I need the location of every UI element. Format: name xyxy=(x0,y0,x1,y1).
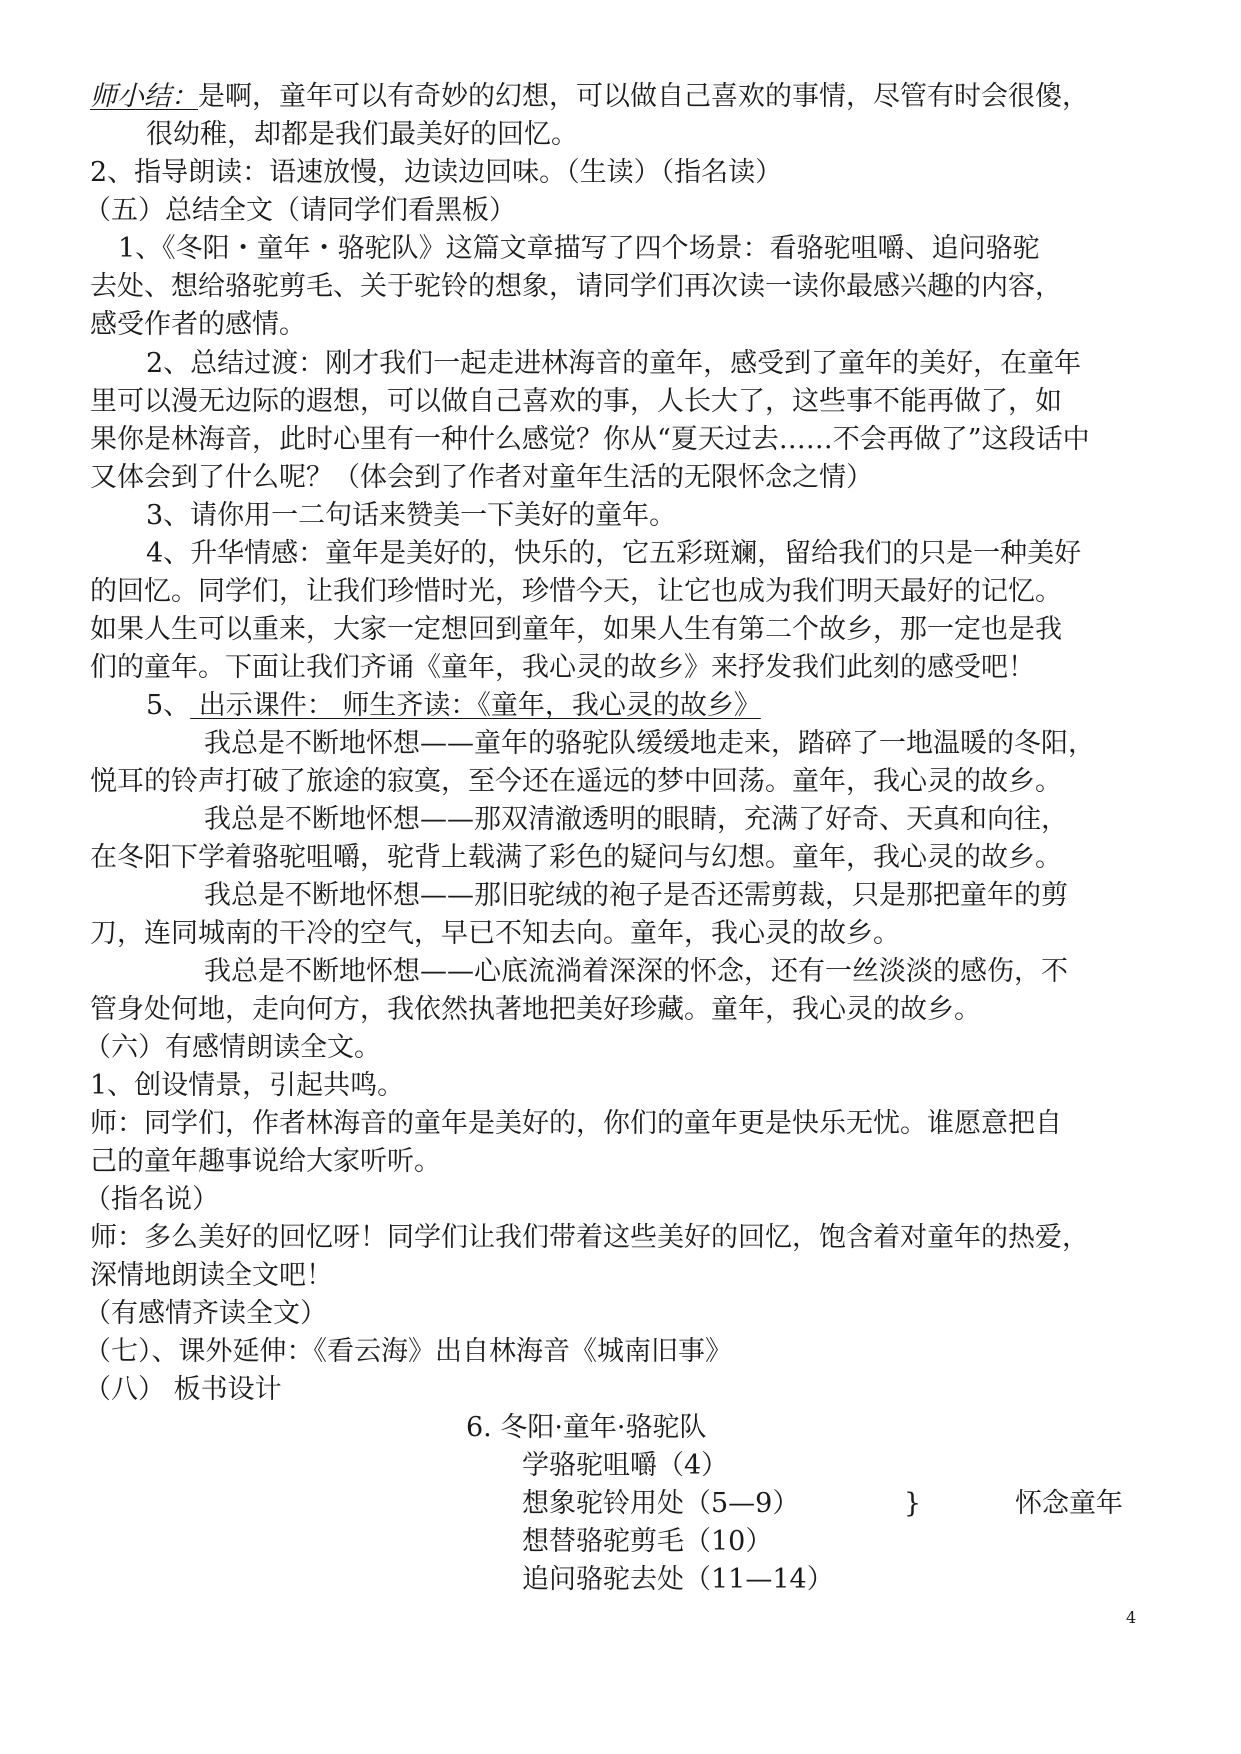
paragraph-line: 4、升华情感：童年是美好的，快乐的，它五彩斑斓，留给我们的只是一种美好 xyxy=(146,538,1082,569)
board-title: 6. 冬阳·童年·骆驼队 xyxy=(466,1412,707,1443)
paragraph-line: 们的童年。下面让我们齐诵《童年，我心灵的故乡》来抒发我们此刻的感受吧！ xyxy=(90,652,1035,683)
paragraph-line: 2、总结过渡：刚才我们一起走进林海音的童年，感受到了童年的美好，在童年 xyxy=(146,348,1082,379)
paragraph-line: 深情地朗读全文吧！ xyxy=(90,1260,333,1291)
paragraph-line: 师：同学们，作者林海音的童年是美好的，你们的童年更是快乐无忧。谁愿意把自 xyxy=(90,1108,1062,1139)
section-7-heading: （七）、课外延伸：《看云海》出自林海音《城南旧事》 xyxy=(84,1336,732,1367)
paragraph-line: 感受作者的感情。 xyxy=(90,309,306,340)
page-number: 4 xyxy=(1126,1608,1137,1627)
board-item: 想替骆驼剪毛（10） xyxy=(522,1526,773,1557)
poem-line: 在冬阳下学着骆驼咀嚼，驼背上载满了彩色的疑问与幻想。童年，我心灵的故乡。 xyxy=(90,842,1062,873)
paragraph-line: 1、创设情景，引起共鸣。 xyxy=(90,1070,405,1101)
paragraph-line: 1、《冬阳・童年・骆驼队》这篇文章描写了四个场景：看骆驼咀嚼、追问骆驼 xyxy=(118,233,1040,264)
courseware-line: 5、 出示课件： 师生齐读：《童年，我心灵的故乡》 xyxy=(146,690,761,721)
board-item: 追问骆驼去处（11—14） xyxy=(522,1564,834,1595)
poem-line: 我总是不断地怀想——童年的骆驼队缓缓地走来，踏碎了一地温暖的冬阳， xyxy=(204,728,1095,759)
paragraph-line: （有感情齐读全文） xyxy=(84,1298,327,1329)
section-6-heading: （六）有感情朗读全文。 xyxy=(84,1032,381,1063)
paragraph-line: 师：多么美好的回忆呀！同学们让我们带着这些美好的回忆，饱含着对童年的热爱， xyxy=(90,1222,1089,1253)
summary-line-1: 师小结：是啊，童年可以有奇妙的幻想，可以做自己喜欢的事情，尽管有时会很傻， xyxy=(90,81,1089,112)
paragraph-line: 又体会到了什么呢？（体会到了作者对童年生活的无限怀念之情） xyxy=(90,462,873,493)
board-theme: 怀念童年 xyxy=(1015,1488,1123,1519)
teacher-summary-label: 师小结： xyxy=(90,81,198,112)
paragraph-line: 去处、想给骆驼剪毛、关于驼铃的想象，请同学们再次读一读你最感兴趣的内容， xyxy=(90,271,1062,302)
poem-line: 我总是不断地怀想——心底流淌着深深的怀念，还有一丝淡淡的感伤，不 xyxy=(204,956,1068,987)
poem-line: 我总是不断地怀想——那双清澈透明的眼睛，充满了好奇、天真和向往， xyxy=(204,804,1068,835)
paragraph-line: 果你是林海音，此时心里有一种什么感觉？你从“夏天过去……不会再做了”这段话中 xyxy=(90,424,1090,455)
board-item: 想象驼铃用处（5—9） xyxy=(522,1488,800,1519)
paragraph-line: 里可以漫无边际的遐想，可以做自己喜欢的事，人长大了，这些事不能再做了，如 xyxy=(90,386,1062,417)
board-item: 学骆驼咀嚼（4） xyxy=(522,1450,729,1481)
poem-line: 悦耳的铃声打破了旅途的寂寞，至今还在遥远的梦中回荡。童年，我心灵的故乡。 xyxy=(90,766,1062,797)
summary-line-2: 很幼稚，却都是我们最美好的回忆。 xyxy=(146,119,578,150)
reading-guide: 2、指导朗读：语速放慢，边读边回味。（生读）（指名读） xyxy=(90,157,783,188)
poem-line: 管身处何地，走向何方，我依然执著地把美好珍藏。童年，我心灵的故乡。 xyxy=(90,994,981,1025)
paragraph-line: 的回忆。同学们，让我们珍惜时光，珍惜今天，让它也成为我们明天最好的记忆。 xyxy=(90,576,1062,607)
paragraph-line: 3、请你用一二句话来赞美一下美好的童年。 xyxy=(146,500,677,531)
board-brace: } xyxy=(904,1488,922,1519)
paragraph-line: （指名说） xyxy=(84,1184,219,1215)
poem-line: 刀，连同城南的干冷的空气，早已不知去向。童年，我心灵的故乡。 xyxy=(90,918,900,949)
paragraph-line: 如果人生可以重来，大家一定想回到童年，如果人生有第二个故乡，那一定也是我 xyxy=(90,614,1062,645)
paragraph-line: 己的童年趣事说给大家听听。 xyxy=(90,1146,441,1177)
poem-line: 我总是不断地怀想——那旧驼绒的袍子是否还需剪裁，只是那把童年的剪 xyxy=(204,880,1068,911)
section-8-heading: （八） 板书设计 xyxy=(84,1374,282,1405)
section-5-heading: （五）总结全文（请同学们看黑板） xyxy=(84,195,516,226)
